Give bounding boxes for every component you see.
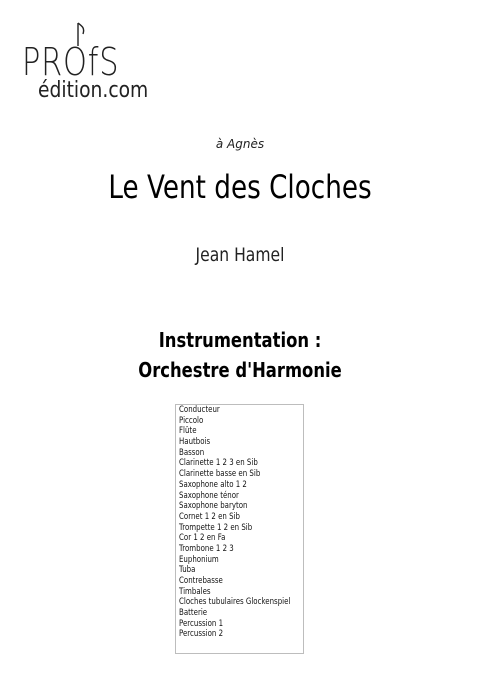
instrument-item: Cor 1 2 en Fa [179, 533, 226, 544]
instrument-item: Cornet 1 2 en Sib [179, 511, 240, 522]
instrument-item: Cloches tubulaires Glockenspiel [179, 597, 291, 608]
instrument-item: Batterie [179, 608, 208, 619]
instrument-item: Saxophone alto 1 2 [179, 479, 247, 490]
instrument-list [175, 404, 304, 654]
instrument-item: Percussion 2 [179, 629, 224, 640]
instrument-item: Clarinette basse en Sib [179, 469, 261, 480]
ensemble-name: Orchestre d'Harmonie [138, 358, 342, 382]
publisher-logo[interactable] [22, 20, 172, 110]
piece-title: Le Vent des Cloches [108, 168, 372, 206]
instrument-item: Euphonium [179, 554, 219, 565]
instrument-item: Saxophone baryton [179, 501, 248, 512]
dedication: à Agnès [215, 137, 265, 151]
instrument-item: Clarinette 1 2 3 en Sib [179, 458, 258, 469]
instrument-item: Trombone 1 2 3 [179, 543, 234, 554]
instrument-item: Tuba [179, 565, 196, 576]
instrument-item: Conducteur [179, 405, 220, 415]
instrument-item: Hautbois [179, 437, 211, 448]
logo-brand-top: PROfS [22, 40, 120, 84]
instrumentation-heading [43, 325, 437, 385]
instrument-item: Contrebasse [179, 576, 223, 586]
instrument-item: Saxophone ténor [179, 490, 239, 501]
instrument-item: Basson [179, 447, 205, 458]
instrument-item: Percussion 1 [179, 618, 224, 629]
instrument-item: Piccolo [179, 415, 204, 426]
instrument-item: Trompette 1 2 en Sib [179, 522, 253, 533]
instrument-item: Flûte [179, 426, 197, 437]
instrumentation-label: Instrumentation : [158, 328, 322, 352]
composer-name: Jean Hamel [195, 244, 285, 266]
logo-brand-bottom: édition.com [38, 78, 149, 103]
instrument-item: Timbales [179, 586, 211, 597]
